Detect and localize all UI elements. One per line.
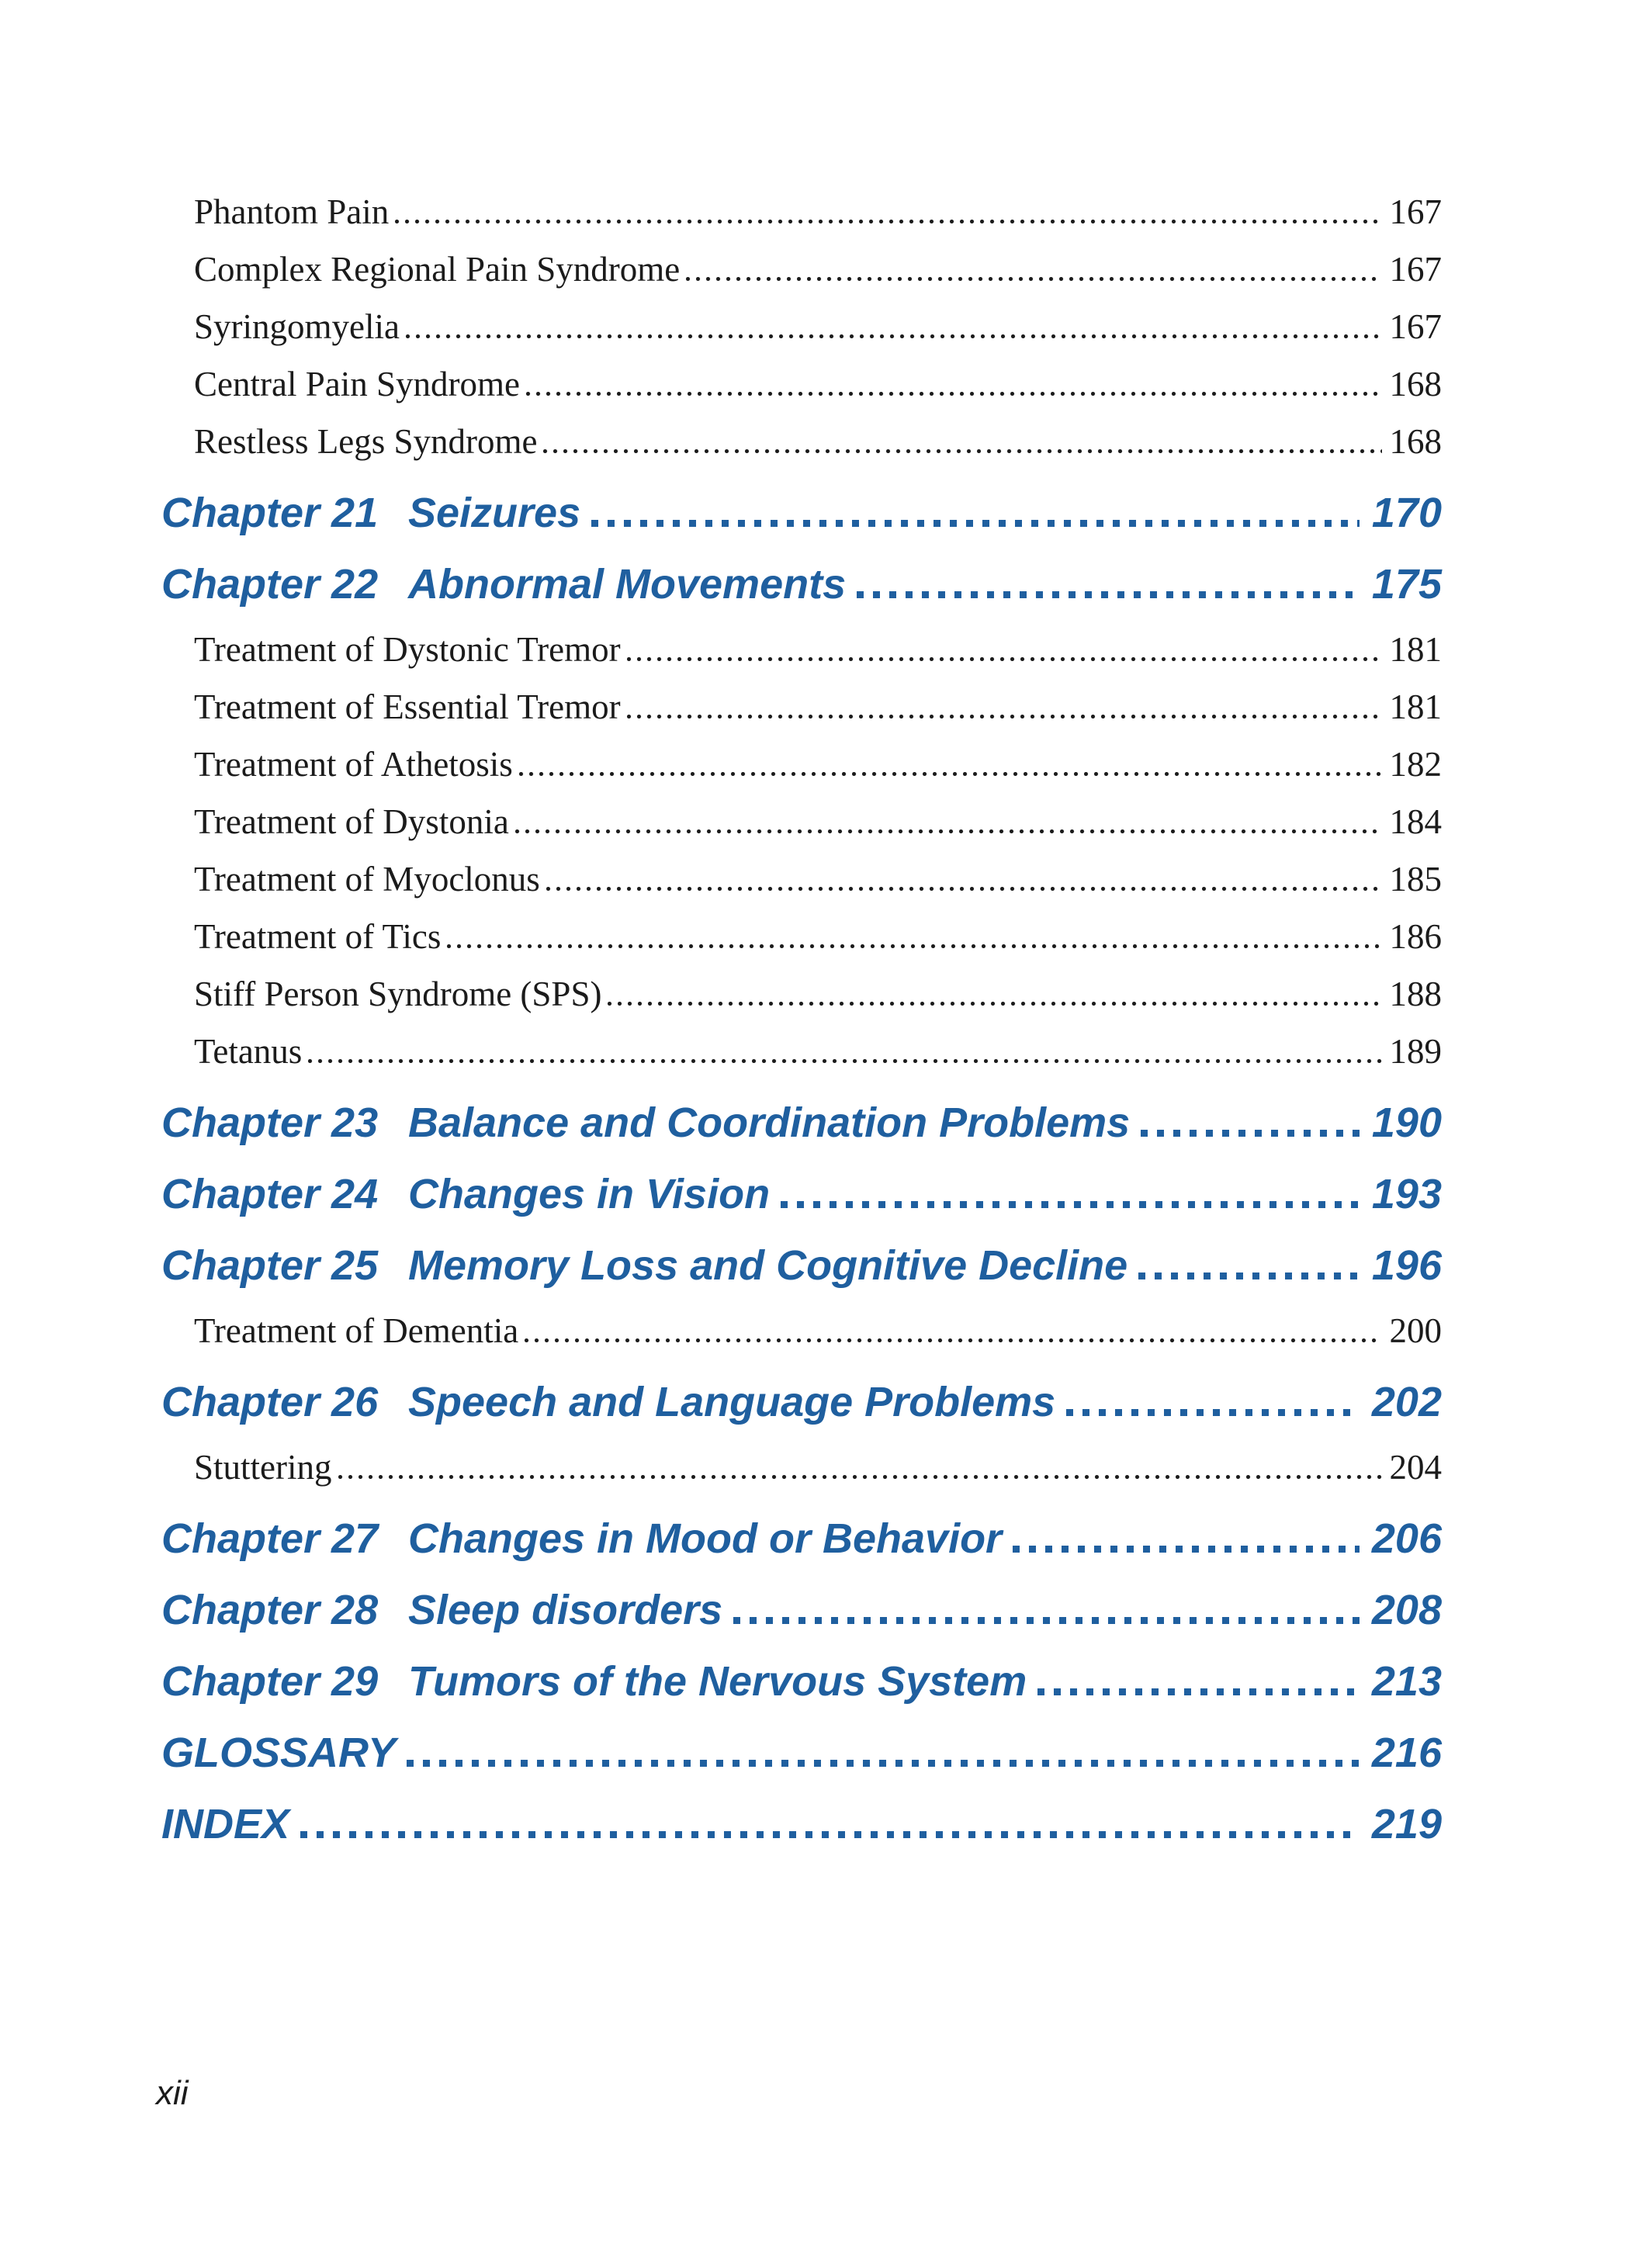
entry-title: Complex Regional Pain Syndrome bbox=[194, 250, 681, 289]
entry-page-number: 196 bbox=[1371, 1242, 1442, 1289]
entry-title: Changes in Vision bbox=[408, 1171, 771, 1217]
dot-leader bbox=[627, 657, 1382, 661]
entry-page-number: 167 bbox=[1389, 250, 1442, 289]
toc-entry-chapter bbox=[0, 1237, 1442, 1294]
entry-page-number: 216 bbox=[1371, 1730, 1442, 1776]
entry-page-number: 204 bbox=[1389, 1448, 1442, 1487]
dot-leader bbox=[1013, 1546, 1360, 1553]
entry-title: Treatment of Dementia bbox=[194, 1311, 519, 1350]
dot-leader bbox=[686, 277, 1381, 281]
dot-leader bbox=[608, 1002, 1381, 1006]
toc-entry-sub bbox=[0, 736, 1442, 793]
entry-title: Stuttering bbox=[194, 1448, 332, 1487]
chapter-label: Chapter 24 bbox=[161, 1171, 379, 1217]
toc-entry-sub bbox=[0, 1439, 1442, 1496]
toc-entry-sub bbox=[0, 965, 1442, 1023]
toc-entry-sub bbox=[0, 241, 1442, 298]
toc-entry-backmatter bbox=[0, 1724, 1442, 1782]
entry-page-number: 213 bbox=[1371, 1658, 1442, 1705]
toc-entry-sub bbox=[0, 413, 1442, 470]
dot-leader bbox=[525, 1338, 1381, 1342]
entry-title: GLOSSARY bbox=[161, 1730, 397, 1776]
chapter-label: Chapter 28 bbox=[161, 1587, 379, 1633]
toc-entry-sub bbox=[0, 183, 1442, 241]
dot-leader bbox=[1037, 1688, 1360, 1695]
dot-leader bbox=[1066, 1409, 1360, 1416]
entry-page-number: 193 bbox=[1371, 1171, 1442, 1217]
dot-leader bbox=[519, 772, 1382, 776]
toc-entry-sub bbox=[0, 355, 1442, 413]
entry-title: Treatment of Dystonia bbox=[194, 802, 509, 841]
entry-page-number: 189 bbox=[1389, 1032, 1442, 1071]
entry-title: Phantom Pain bbox=[194, 192, 390, 231]
toc-entry-chapter bbox=[0, 1510, 1442, 1567]
entry-page-number: 167 bbox=[1389, 307, 1442, 346]
dot-leader bbox=[300, 1831, 1360, 1838]
entry-title: Stiff Person Syndrome (SPS) bbox=[194, 975, 602, 1013]
dot-leader bbox=[308, 1059, 1381, 1063]
entry-page-number: 170 bbox=[1371, 490, 1442, 536]
dot-leader bbox=[406, 334, 1382, 338]
entry-page-number: 168 bbox=[1389, 365, 1442, 403]
entry-title: Memory Loss and Cognitive Decline bbox=[408, 1242, 1128, 1289]
entry-title: Balance and Coordination Problems bbox=[408, 1099, 1131, 1146]
entry-title: Speech and Language Problems bbox=[408, 1379, 1056, 1425]
entry-page-number: 190 bbox=[1371, 1099, 1442, 1146]
entry-page-number: 167 bbox=[1389, 192, 1442, 231]
toc-entry-chapter bbox=[0, 1373, 1442, 1431]
entry-title: Seizures bbox=[408, 490, 581, 536]
entry-page-number: 202 bbox=[1371, 1379, 1442, 1425]
entry-title: Treatment of Myoclonus bbox=[194, 860, 540, 899]
entry-page-number: 182 bbox=[1389, 745, 1442, 784]
chapter-label: Chapter 29 bbox=[161, 1658, 379, 1705]
dot-leader bbox=[526, 392, 1382, 396]
chapter-label: Chapter 27 bbox=[161, 1515, 379, 1562]
entry-page-number: 168 bbox=[1389, 422, 1442, 461]
entry-page-number: 219 bbox=[1371, 1801, 1442, 1847]
entry-page-number: 181 bbox=[1389, 687, 1442, 726]
entry-title: Changes in Mood or Behavior bbox=[408, 1515, 1003, 1562]
toc-entry-sub bbox=[0, 621, 1442, 678]
dot-leader bbox=[1138, 1273, 1360, 1279]
entry-title: Syringomyelia bbox=[194, 307, 400, 346]
entry-page-number: 184 bbox=[1389, 802, 1442, 841]
entry-page-number: 188 bbox=[1389, 975, 1442, 1013]
entry-title: INDEX bbox=[161, 1801, 290, 1847]
toc-entry-sub bbox=[0, 793, 1442, 850]
entry-title: Central Pain Syndrome bbox=[194, 365, 520, 403]
entry-title: Treatment of Athetosis bbox=[194, 745, 513, 784]
entry-title: Treatment of Essential Tremor bbox=[194, 687, 621, 726]
entry-page-number: 208 bbox=[1371, 1587, 1442, 1633]
entry-title: Sleep disorders bbox=[408, 1587, 723, 1633]
dot-leader bbox=[395, 220, 1381, 223]
dot-leader bbox=[733, 1617, 1360, 1624]
dot-leader bbox=[515, 829, 1382, 833]
dot-leader bbox=[338, 1475, 1382, 1479]
chapter-label: Chapter 22 bbox=[161, 561, 379, 608]
toc-entry-backmatter bbox=[0, 1795, 1442, 1853]
entry-page-number: 181 bbox=[1389, 630, 1442, 669]
entry-page-number: 185 bbox=[1389, 860, 1442, 899]
dot-leader bbox=[1141, 1130, 1360, 1137]
toc-entry-sub bbox=[0, 678, 1442, 736]
entry-page-number: 186 bbox=[1389, 917, 1442, 956]
entry-title: Tumors of the Nervous System bbox=[408, 1658, 1027, 1705]
dot-leader bbox=[627, 715, 1382, 718]
entry-title: Abnormal Movements bbox=[408, 561, 847, 608]
toc-entry-sub bbox=[0, 1023, 1442, 1080]
entry-title: Treatment of Tics bbox=[194, 917, 442, 956]
toc-entry-sub bbox=[0, 298, 1442, 355]
toc-entry-chapter bbox=[0, 484, 1442, 542]
page-folio: xii bbox=[156, 2074, 189, 2112]
toc-entry-chapter bbox=[0, 1094, 1442, 1151]
chapter-label: Chapter 26 bbox=[161, 1379, 379, 1425]
chapter-label: Chapter 21 bbox=[161, 490, 379, 536]
toc-entry-chapter bbox=[0, 1165, 1442, 1223]
toc-page bbox=[0, 183, 1628, 1861]
entry-title: Treatment of Dystonic Tremor bbox=[194, 630, 621, 669]
toc-entry-chapter bbox=[0, 1581, 1442, 1639]
entry-page-number: 175 bbox=[1371, 561, 1442, 608]
chapter-label: Chapter 23 bbox=[161, 1099, 379, 1146]
toc-entry-chapter bbox=[0, 556, 1442, 613]
chapter-label: Chapter 25 bbox=[161, 1242, 379, 1289]
dot-leader bbox=[857, 591, 1360, 598]
dot-leader bbox=[447, 944, 1381, 948]
dot-leader bbox=[591, 520, 1360, 527]
toc-entry-sub bbox=[0, 908, 1442, 965]
toc-entry-chapter bbox=[0, 1653, 1442, 1710]
dot-leader bbox=[546, 887, 1382, 891]
entry-page-number: 206 bbox=[1371, 1515, 1442, 1562]
toc-list bbox=[0, 183, 1442, 1853]
entry-title: Tetanus bbox=[194, 1032, 303, 1071]
dot-leader bbox=[781, 1201, 1360, 1208]
entry-page-number: 200 bbox=[1389, 1311, 1442, 1350]
dot-leader bbox=[407, 1760, 1360, 1767]
toc-entry-sub bbox=[0, 850, 1442, 908]
toc-entry-sub bbox=[0, 1302, 1442, 1359]
entry-title: Restless Legs Syndrome bbox=[194, 422, 538, 461]
dot-leader bbox=[543, 449, 1381, 453]
